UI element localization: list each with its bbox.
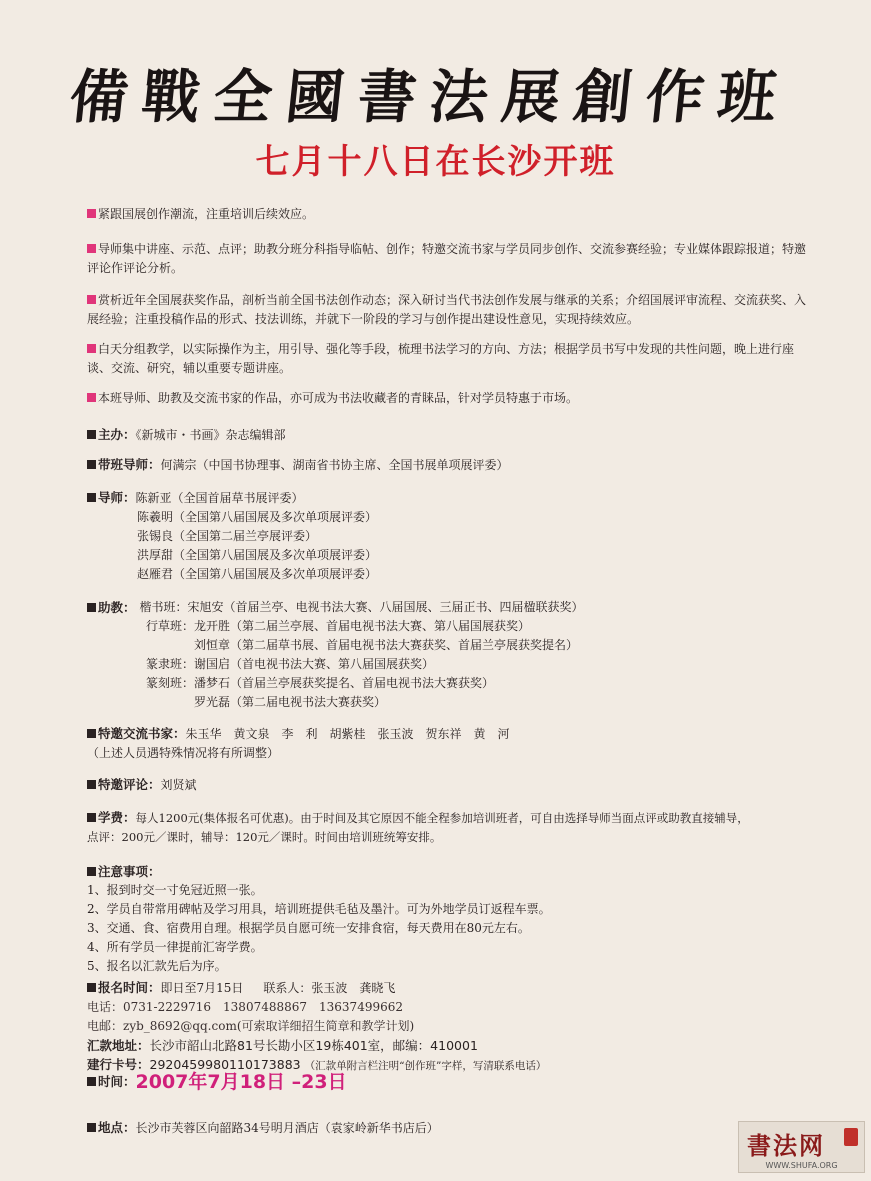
guests-note: （上述人员遇特殊情况将有所调整） — [87, 746, 280, 760]
note-item: 1、报到时交一寸免冠近照一张。 — [87, 883, 263, 897]
assistant-item: 宋旭安（首届兰亭、电视书法大赛、八届国展、三届正书、四届楹联获奖） — [187, 600, 584, 614]
page-title: 備戰全國書法展創作班 — [66, 63, 794, 131]
registration-section: 报名时间：即日至7月15日 联系人：张玉波 龚晓飞 电话：0731-2229716 13807488867 13637499662 电邮：zyb_8692@qq.com(可索取详细招生简章和教学计划) 汇款地址：长沙市韶山北路81号长勘小区19栋401室，邮编：410001 建行卡号：2920459980110173883 （汇款单附言栏注明“创作班”字样，写清联系电话） — [87, 978, 817, 1076]
bullet-square-icon — [87, 867, 96, 876]
assistant-category: 篆隶班： — [145, 657, 194, 671]
lead-tutor: 带班导师：何满宗（中国书协理事、湖南省书协主席、全国书展单项展评委） — [87, 455, 817, 475]
page-subtitle: 七月十八日在长沙开班 — [255, 142, 616, 182]
phone-line: 电话：0731-2229716 13807488867 13637499662 — [87, 1000, 404, 1014]
bullet-square-icon — [87, 393, 96, 402]
email-line: 电邮：zyb_8692@qq.com(可索取详细招生简章和教学计划) — [87, 1019, 415, 1033]
bullet-square-icon — [87, 460, 96, 469]
bullet-square-icon — [87, 244, 96, 253]
feature-item: 赏析近年全国展获奖作品，剖析当前全国书法创作动态；深入研讨当代书法创作发展与继承的关系；介绍国展评审流程、交流获奖、入展经验；注重投稿作品的形式、技法训练，并就下一阶段的学习与创作提出建设性意见，实现持续效应。 — [87, 293, 807, 326]
feature-item: 紧跟国展创作潮流，注重培训后续效应。 — [87, 205, 817, 224]
time-section: 时间：2007年7月18日 –23日 — [87, 1072, 817, 1092]
assistant-category: 行草班： — [145, 619, 194, 633]
critic: 特邀评论：刘贤斌 — [87, 775, 817, 795]
note-item: 3、交通、食、宿费用自理。根据学员自愿可统一安排食宿，每天费用在80元左右。 — [87, 921, 530, 935]
assistant-item: 谢国启（首电视书法大赛、第八届国展获奖） — [194, 657, 435, 671]
note-item: 4、所有学员一律提前汇寄学费。 — [87, 940, 263, 954]
watermark-url: WWW.SHUFA.ORG — [765, 1161, 838, 1170]
assistant-item: 刘恒章（第二届草书展、首届电视书法大赛获奖、首届兰亭展获奖提名） — [194, 638, 579, 652]
assistant-category: 篆刻班： — [145, 676, 194, 690]
assistant-item: 潘梦石（首届兰亭展获奖提名、首届电视书法大赛获奖） — [194, 676, 495, 690]
bullet-square-icon — [87, 493, 96, 502]
bullet-square-icon — [87, 344, 96, 353]
feature-item: 本班导师、助教及交流书家的作品，亦可成为书法收藏者的青睐品，针对学员特惠于市场。 — [87, 389, 817, 408]
tutors-section: 导师：陈新亚（全国首届草书展评委） 陈羲明（全国第八届国展及多次单项展评委） 张锡良（全国第二届兰亭展评委） 洪厚甜（全国第八届国展及多次单项展评委） 赵雁君（全国第八届国展及多次单项展评委） — [87, 488, 817, 584]
bullet-square-icon — [87, 780, 96, 789]
assistant-category — [137, 693, 194, 712]
bullet-square-icon — [87, 729, 96, 738]
fee-line: 点评：200元／课时，辅导：120元／课时。时间由培训班统筹安排。 — [87, 830, 442, 844]
bullet-square-icon — [87, 1123, 96, 1132]
bullet-square-icon — [87, 603, 96, 612]
assistants-section: 助教： 楷书班： 宋旭安（首届兰亭、电视书法大赛、八届国展、三届正书、四届楹联获奖） 行草班： 龙开胜（第二届兰亭展、首届电视书法大赛、第八届国展获奖） 刘恒章（第二届草书展、首届电视书法大赛获奖、首届兰亭展获奖提名） 篆隶班： 谢国启（首电视书法大赛、第八届国展获奖） 篆刻班： 潘梦石（首届兰亭展获奖提名、首届电视书法大赛获奖） 罗光磊（第二届电视书法大赛获奖） — [87, 598, 817, 712]
assistant-category — [137, 636, 194, 655]
tutor-item: 赵雁君（全国第八届国展及多次单项展评委） — [137, 567, 378, 581]
watermark-brand: 書法网 — [747, 1131, 825, 1160]
organizer: 主办：《新城市・书画》杂志编辑部 — [87, 425, 817, 445]
assistant-category: 楷书班： — [139, 600, 188, 614]
bullet-square-icon — [87, 1077, 96, 1086]
notes-section: 注意事项： 1、报到时交一寸免冠近照一张。 2、学员自带常用碑帖及学习用具，培训班提供毛毡及墨汁。可为外地学员订返程车票。 3、交通、食、宿费用自理。根据学员自愿可统一安排食宿，每天费用在80元左右。 4、所有学员一律提前汇寄学费。 5、报名以汇款先后为序。 — [87, 862, 817, 976]
bullet-square-icon — [87, 813, 96, 822]
bullet-square-icon — [87, 430, 96, 439]
fee-section: 学费：每人1200元(集体报名可优惠)。由于时间及其它原因不能全程参加培训班者，可自由选择导师当面点评或助教直接辅导， 点评：200元／课时，辅导：120元／课时。时间由培训班统筹安排。 — [87, 808, 832, 847]
assistant-item: 罗光磊（第二届电视书法大赛获奖） — [194, 695, 387, 709]
guests-section: 特邀交流书家：朱玉华 黄文泉 李 利 胡紫桂 张玉波 贺东祥 黄 河 （上述人员遇特殊情况将有所调整） — [87, 724, 817, 763]
bullet-square-icon — [87, 295, 96, 304]
tutor-item: 张锡良（全国第二届兰亭展评委） — [137, 529, 318, 543]
note-item: 5、报名以汇款先后为序。 — [87, 959, 227, 973]
tutor-item: 陈羲明（全国第八届国展及多次单项展评委） — [137, 510, 378, 524]
feature-item: 导师集中讲座、示范、点评；助教分班分科指导临帖、创作；特邀交流书家与学员同步创作、交流参赛经验；专业媒体跟踪报道；特邀评论作评论分析。 — [87, 242, 807, 275]
seal-icon — [844, 1128, 858, 1146]
feature-item: 白天分组教学，以实际操作为主，用引导、强化等手段，梳理书法学习的方向、方法；根据学员书写中发现的共性问题，晚上进行座谈、交流、研究，辅以重要专题讲座。 — [87, 342, 795, 375]
assistant-item: 龙开胜（第二届兰亭展、首届电视书法大赛、第八届国展获奖） — [194, 619, 531, 633]
tutor-item: 洪厚甜（全国第八届国展及多次单项展评委） — [137, 548, 378, 562]
bullet-square-icon — [87, 983, 96, 992]
site-watermark — [738, 1121, 865, 1173]
location-section: 地点：长沙市芙蓉区向韶路34号明月酒店（袁家岭新华书店后） — [87, 1118, 817, 1138]
bullet-square-icon — [87, 209, 96, 218]
note-item: 2、学员自带常用碑帖及学习用具，培训班提供毛毡及墨汁。可为外地学员订返程车票。 — [87, 902, 551, 916]
